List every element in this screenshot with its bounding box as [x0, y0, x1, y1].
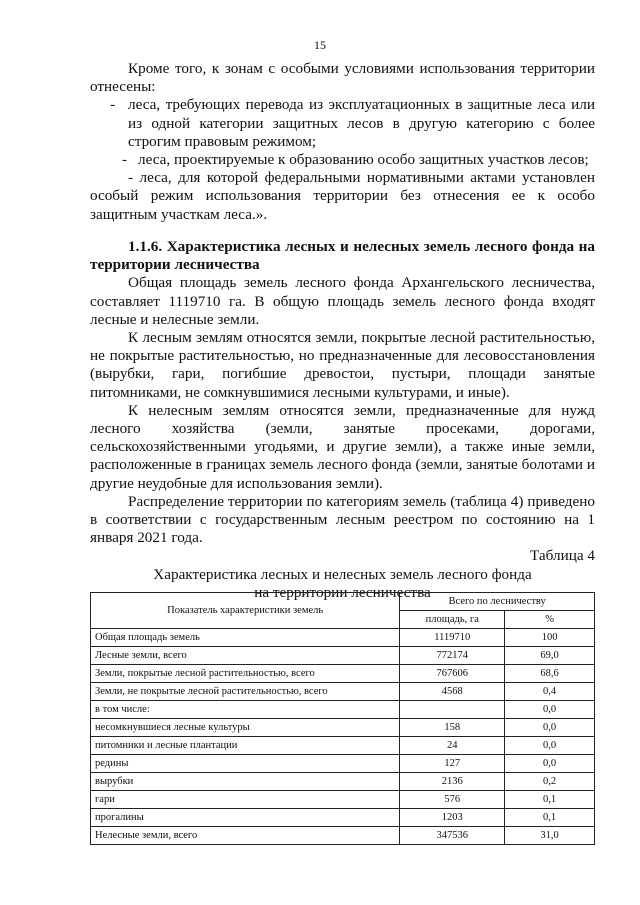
row-pct: 0,4: [505, 683, 595, 701]
row-name: несомкнувшиеся лесные культуры: [91, 719, 400, 737]
list-item-text: леса, требующих перевода из эксплуатационных в защитные леса или из одной категории защитных лесов в другую категорию с более строгим правовым режимом;: [128, 96, 595, 150]
row-area: 1119710: [400, 629, 505, 647]
table-row: [91, 809, 595, 827]
header-pct: %: [505, 611, 595, 629]
paragraph: Общая площадь земель лесного фонда Архангельского лесничества, составляет 1119710 га. В общую площадь земель лесного фонда входят лесные и нелесные земли.: [90, 274, 595, 328]
table-row: [91, 701, 595, 719]
list-item: [90, 96, 595, 151]
row-pct: 0,1: [505, 809, 595, 827]
table-label: Таблица 4: [530, 547, 595, 565]
row-name: прогалины: [91, 809, 400, 827]
row-area: [400, 701, 505, 719]
table-row: [91, 683, 595, 701]
section-title: 1.1.6. Характеристика лесных и нелесных земель лесного фонда на территории лесничества: [90, 238, 595, 274]
row-area: 4568: [400, 683, 505, 701]
row-name: Земли, не покрытые лесной растительностью, всего: [91, 683, 400, 701]
table-caption: Характеристика лесных и нелесных земель лесного фонда: [153, 565, 532, 583]
paragraph: К нелесным землям относятся земли, предназначенные для нужд лесного хозяйства (земли, занятые просеками, дорогами, сельскохозяйственными угодьями, и другие земли), а также иные земли, расположенные в границах земель лесного фонда (земли, занятые болотами и другие неудобные для использования земли).: [90, 401, 595, 492]
row-area: 127: [400, 755, 505, 773]
table-row: [91, 737, 595, 755]
row-area: 24: [400, 737, 505, 755]
header-indicator: Показатель характеристики земель: [91, 593, 400, 629]
section-block: [90, 238, 595, 602]
table-caption: на территории лесничества: [254, 583, 431, 601]
paragraph: Распределение территории по категориям земель (таблица 4) приведено в соответствии с государственным лесным реестром по состоянию на 1 января 2021 года.: [90, 492, 595, 547]
header-area: площадь, га: [400, 611, 505, 629]
list-dash: -: [128, 169, 134, 187]
row-pct: 100: [505, 629, 595, 647]
row-area: 767606: [400, 665, 505, 683]
list-item: [90, 151, 595, 169]
row-area: 2136: [400, 773, 505, 791]
table-row: [91, 629, 595, 647]
table-row: [91, 719, 595, 737]
row-name: редины: [91, 755, 400, 773]
table-row: [91, 791, 595, 809]
row-pct: 0,0: [505, 719, 595, 737]
row-pct: 0,2: [505, 773, 595, 791]
intro-paragraph: Кроме того, к зонам с особыми условиями использования территории отнесены:: [90, 60, 595, 96]
table-row: [91, 647, 595, 665]
row-pct: 0,0: [505, 737, 595, 755]
row-area: 576: [400, 791, 505, 809]
row-name: Нелесные земли, всего: [91, 827, 400, 845]
list-item-text: леса, для которой федеральными нормативными актами установлен особый режим использования территории без отнесения ее к особо защитным участкам леса.».: [90, 169, 595, 223]
list-dash: -: [122, 151, 128, 169]
intro-block: [90, 60, 595, 224]
list-dash: -: [110, 96, 116, 114]
table-row: [91, 773, 595, 791]
header-total: Всего по лесничеству: [400, 593, 595, 611]
row-pct: 31,0: [505, 827, 595, 845]
row-name: питомники и лесные плантации: [91, 737, 400, 755]
row-area: 1203: [400, 809, 505, 827]
row-name: Общая площадь земель: [91, 629, 400, 647]
row-pct: 69,0: [505, 647, 595, 665]
row-name: вырубки: [91, 773, 400, 791]
row-name: в том числе:: [91, 701, 400, 719]
table-row: [91, 755, 595, 773]
land-table: [90, 592, 595, 845]
table-row: [91, 827, 595, 845]
row-name: гари: [91, 791, 400, 809]
row-name: Земли, покрытые лесной растительностью, всего: [91, 665, 400, 683]
row-pct: 0,0: [505, 755, 595, 773]
list-item-text: леса, проектируемые к образованию особо защитных участков лесов;: [138, 151, 589, 169]
page-number: 15: [314, 38, 326, 52]
paragraph: К лесным землям относятся земли, покрытые лесной растительностью, не покрытые растительностью, но предназначенные для лесовосстановления (вырубки, гари, погибшие древостои, пустыри, площади занятые питомниками, не сомкнувшимися лесными культурами, и иные).: [90, 329, 595, 401]
table-row: [91, 665, 595, 683]
row-pct: 0,1: [505, 791, 595, 809]
row-area: 158: [400, 719, 505, 737]
row-name: Лесные земли, всего: [91, 647, 400, 665]
row-pct: 68,6: [505, 665, 595, 683]
row-area: 347536: [400, 827, 505, 845]
row-area: 772174: [400, 647, 505, 665]
row-pct: 0,0: [505, 701, 595, 719]
list-item: [90, 169, 595, 224]
